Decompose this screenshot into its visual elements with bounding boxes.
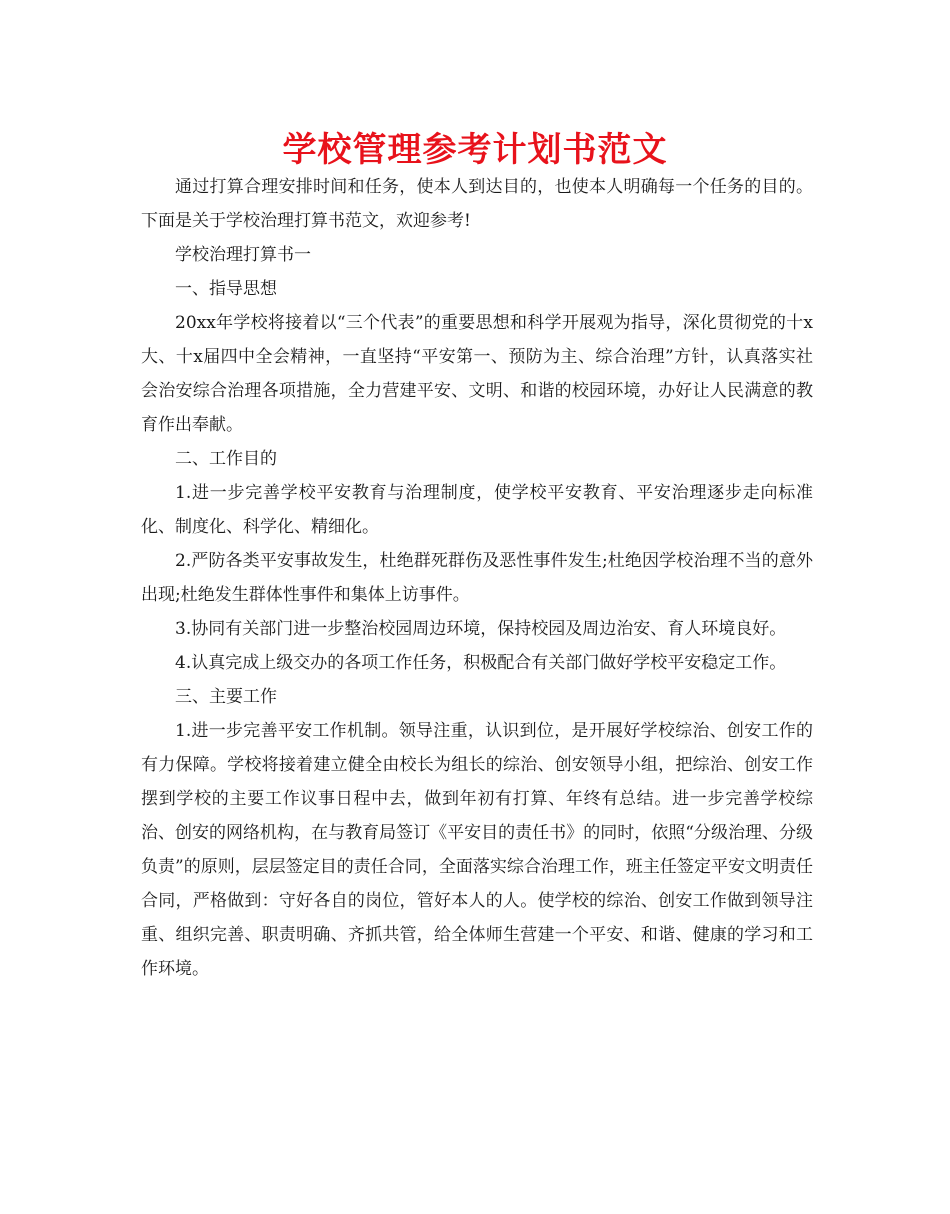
work-goal-item-2: 2.严防各类平安事故发生，杜绝群死群伤及恶性事件发生;杜绝因学校治理不当的意外出现;杜绝发生群体性事件和集体上访事件。 (141, 551, 813, 605)
guiding-ideology-paragraph: 20xx年学校将接着以“三个代表”的重要思想和科学开展观为指导，深化贯彻党的十x大、十x届四中全会精神，一直坚持“平安第一、预防为主、综合治理”方针，认真落实社会治安综合治理各项措施，全力营建平安、文明、和谐的校园环境，办好让人民满意的教育作出奉献。 (141, 313, 813, 435)
section-heading-work-goals: 二、工作目的 (175, 449, 277, 469)
section-heading-main-work: 三、主要工作 (175, 687, 277, 707)
document-title: 学校管理参考计划书范文 (282, 130, 668, 170)
main-work-item-1: 1.进一步完善平安工作机制。领导注重，认识到位，是开展好学校综治、创安工作的有力保障。学校将接着建立健全由校长为组长的综治、创安领导小组，把综治、创安工作摆到学校的主要工作议事日程中去，做到年初有打算、年终有总结。进一步完善学校综治、创安的网络机构，在与教育局签订《平安目的责任书》的同时，依照“分级治理、分级负责”的原则，层层签定目的责任合同，全面落实综合治理工作，班主任签定平安文明责任合同，严格做到：守好各自的岗位，管好本人的人。使学校的综治、创安工作做到领导注重、组织完善、职责明确、齐抓共管，给全体师生营建一个平安、和谐、健康的学习和工作环境。 (141, 721, 813, 979)
work-goal-item-1: 1.进一步完善学校平安教育与治理制度，使学校平安教育、平安治理逐步走向标准化、制度化、科学化、精细化。 (141, 483, 813, 537)
section-heading-guiding-ideology: 一、指导思想 (175, 279, 277, 299)
document-body (141, 170, 813, 986)
work-goal-item-3: 3.协同有关部门进一步整治校园周边环境，保持校园及周边治安、育人环境良好。 (175, 619, 787, 639)
work-goal-item-4: 4.认真完成上级交办的各项工作任务，积极配合有关部门做好学校平安稳定工作。 (175, 653, 787, 673)
section-heading-plan-one: 学校治理打算书一 (175, 245, 311, 265)
intro-paragraph: 通过打算合理安排时间和任务，使本人到达目的，也使本人明确每一个任务的目的。下面是关于学校治理打算书范文，欢迎参考! (141, 177, 813, 231)
